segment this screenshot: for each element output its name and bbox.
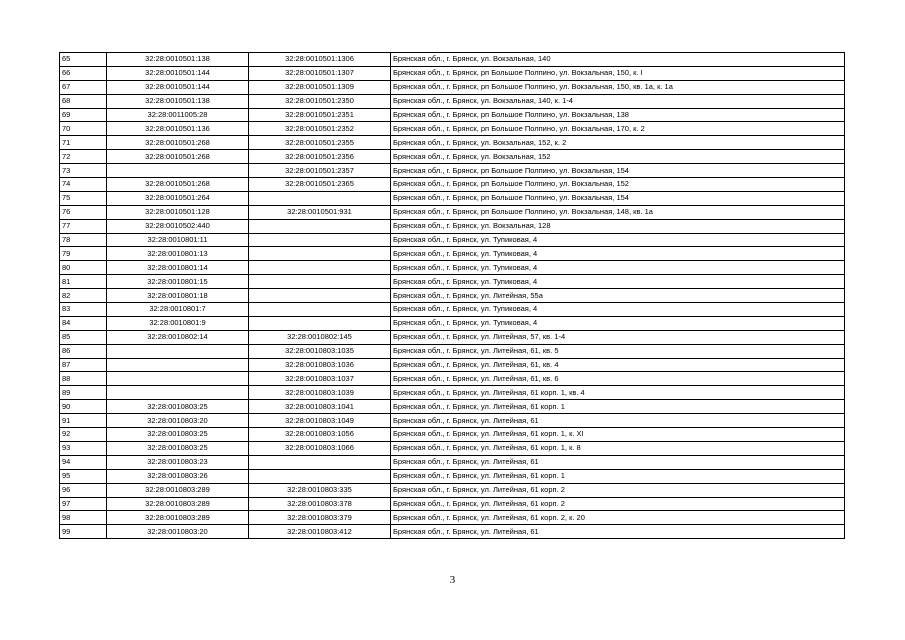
land-cadastral-number-cell: 32:28:0010803:20 (107, 525, 249, 539)
land-cadastral-number-cell: 32:28:0011005:28 (107, 108, 249, 122)
land-cadastral-number-cell: 32:28:0010803:23 (107, 455, 249, 469)
land-cadastral-number-cell: 32:28:0010801:9 (107, 316, 249, 330)
table-row (60, 205, 845, 219)
land-cadastral-number-cell: 32:28:0010801:13 (107, 247, 249, 261)
address-cell: Брянская обл., г. Брянск, ул. Литейная, 61, кв. 5 (391, 344, 845, 358)
row-number-cell: 83 (60, 303, 107, 317)
land-cadastral-number-cell: 32:28:0010803:20 (107, 414, 249, 428)
land-cadastral-number-cell: 32:28:0010803:289 (107, 511, 249, 525)
land-cadastral-number-cell: 32:28:0010501:268 (107, 150, 249, 164)
land-cadastral-number-cell: 32:28:0010801:14 (107, 261, 249, 275)
row-number-cell: 85 (60, 330, 107, 344)
address-cell: Брянская обл., г. Брянск, ул. Литейная, 61 корп. 2 (391, 483, 845, 497)
object-cadastral-number-cell (249, 191, 391, 205)
row-number-cell: 92 (60, 428, 107, 442)
table-row (60, 150, 845, 164)
registry-table-body (60, 53, 845, 539)
row-number-cell: 98 (60, 511, 107, 525)
object-cadastral-number-cell (249, 455, 391, 469)
address-cell: Брянская обл., г. Брянск, ул. Литейная, 61 корп. 1, к. 8 (391, 441, 845, 455)
land-cadastral-number-cell: 32:28:0010803:25 (107, 441, 249, 455)
table-row (60, 303, 845, 317)
land-cadastral-number-cell: 32:28:0010803:26 (107, 469, 249, 483)
table-row (60, 330, 845, 344)
object-cadastral-number-cell: 32:28:0010501:931 (249, 205, 391, 219)
address-cell: Брянская обл., г. Брянск, ул. Вокзальная, 140, к. 1-4 (391, 94, 845, 108)
table-row (60, 108, 845, 122)
land-cadastral-number-cell (107, 344, 249, 358)
address-cell: Брянская обл., г. Брянск, рп Большое Полпино, ул. Вокзальная, 170, к. 2 (391, 122, 845, 136)
land-cadastral-number-cell: 32:28:0010501:268 (107, 178, 249, 192)
land-cadastral-number-cell: 32:28:0010501:268 (107, 136, 249, 150)
table-row (60, 178, 845, 192)
object-cadastral-number-cell (249, 316, 391, 330)
land-cadastral-number-cell: 32:28:0010801:11 (107, 233, 249, 247)
table-row (60, 497, 845, 511)
object-cadastral-number-cell: 32:28:0010501:2350 (249, 94, 391, 108)
land-cadastral-number-cell: 32:28:0010803:25 (107, 428, 249, 442)
table-row (60, 400, 845, 414)
table-row (60, 483, 845, 497)
object-cadastral-number-cell: 32:28:0010803:1041 (249, 400, 391, 414)
table-row (60, 414, 845, 428)
object-cadastral-number-cell: 32:28:0010803:412 (249, 525, 391, 539)
address-cell: Брянская обл., г. Брянск, ул. Вокзальная, 152 (391, 150, 845, 164)
land-cadastral-number-cell: 32:28:0010803:289 (107, 497, 249, 511)
object-cadastral-number-cell (249, 247, 391, 261)
row-number-cell: 72 (60, 150, 107, 164)
table-row (60, 441, 845, 455)
table-row (60, 386, 845, 400)
object-cadastral-number-cell: 32:28:0010501:2365 (249, 178, 391, 192)
object-cadastral-number-cell: 32:28:0010803:1039 (249, 386, 391, 400)
land-cadastral-number-cell: 32:28:0010803:25 (107, 400, 249, 414)
row-number-cell: 99 (60, 525, 107, 539)
table-row (60, 122, 845, 136)
object-cadastral-number-cell (249, 219, 391, 233)
row-number-cell: 90 (60, 400, 107, 414)
table-row (60, 66, 845, 80)
land-cadastral-number-cell: 32:28:0010501:136 (107, 122, 249, 136)
row-number-cell: 96 (60, 483, 107, 497)
table-row (60, 191, 845, 205)
address-cell: Брянская обл., г. Брянск, ул. Тупиковая, 4 (391, 233, 845, 247)
object-cadastral-number-cell (249, 275, 391, 289)
address-cell: Брянская обл., г. Брянск, рп Большое Полпино, ул. Вокзальная, 152 (391, 178, 845, 192)
address-cell: Брянская обл., г. Брянск, ул. Литейная, 61 корп. 1 (391, 400, 845, 414)
land-cadastral-number-cell (107, 164, 249, 178)
table-row (60, 233, 845, 247)
row-number-cell: 97 (60, 497, 107, 511)
table-row (60, 275, 845, 289)
address-cell: Брянская обл., г. Брянск, ул. Вокзальная, 128 (391, 219, 845, 233)
row-number-cell: 69 (60, 108, 107, 122)
table-row (60, 219, 845, 233)
object-cadastral-number-cell: 32:28:0010501:1307 (249, 66, 391, 80)
row-number-cell: 78 (60, 233, 107, 247)
table-row (60, 261, 845, 275)
land-cadastral-number-cell: 32:28:0010802:14 (107, 330, 249, 344)
table-row (60, 289, 845, 303)
address-cell: Брянская обл., г. Брянск, ул. Вокзальная, 152, к. 2 (391, 136, 845, 150)
object-cadastral-number-cell (249, 289, 391, 303)
address-cell: Брянская обл., г. Брянск, ул. Тупиковая, 4 (391, 316, 845, 330)
address-cell: Брянская обл., г. Брянск, рп Большое Полпино, ул. Вокзальная, 138 (391, 108, 845, 122)
object-cadastral-number-cell: 32:28:0010501:2357 (249, 164, 391, 178)
table-row (60, 455, 845, 469)
table-row (60, 316, 845, 330)
object-cadastral-number-cell: 32:28:0010501:1309 (249, 80, 391, 94)
address-cell: Брянская обл., г. Брянск, рп Большое Полпино, ул. Вокзальная, 154 (391, 164, 845, 178)
row-number-cell: 84 (60, 316, 107, 330)
address-cell: Брянская обл., г. Брянск, ул. Литейная, 61 (391, 455, 845, 469)
page-number: 3 (449, 574, 456, 586)
table-row (60, 136, 845, 150)
object-cadastral-number-cell: 32:28:0010802:145 (249, 330, 391, 344)
land-cadastral-number-cell: 32:28:0010801:18 (107, 289, 249, 303)
land-cadastral-number-cell (107, 372, 249, 386)
object-cadastral-number-cell: 32:28:0010803:335 (249, 483, 391, 497)
table-row (60, 344, 845, 358)
address-cell: Брянская обл., г. Брянск, ул. Литейная, 61, кв. 6 (391, 372, 845, 386)
row-number-cell: 94 (60, 455, 107, 469)
address-cell: Брянская обл., г. Брянск, ул. Литейная, 61, кв. 4 (391, 358, 845, 372)
object-cadastral-number-cell: 32:28:0010501:2355 (249, 136, 391, 150)
row-number-cell: 91 (60, 414, 107, 428)
land-cadastral-number-cell (107, 358, 249, 372)
address-cell: Брянская обл., г. Брянск, ул. Литейная, 61 корп. 1, к. XI (391, 428, 845, 442)
address-cell: Брянская обл., г. Брянск, ул. Литейная, 55а (391, 289, 845, 303)
land-cadastral-number-cell: 32:28:0010501:264 (107, 191, 249, 205)
land-cadastral-number-cell (107, 386, 249, 400)
row-number-cell: 65 (60, 53, 107, 67)
object-cadastral-number-cell: 32:28:0010501:2351 (249, 108, 391, 122)
row-number-cell: 79 (60, 247, 107, 261)
address-cell: Брянская обл., г. Брянск, ул. Литейная, 61 (391, 414, 845, 428)
table-row (60, 469, 845, 483)
land-cadastral-number-cell: 32:28:0010501:144 (107, 80, 249, 94)
land-cadastral-number-cell: 32:28:0010801:7 (107, 303, 249, 317)
object-cadastral-number-cell: 32:28:0010501:2356 (249, 150, 391, 164)
table-row (60, 525, 845, 539)
object-cadastral-number-cell (249, 303, 391, 317)
table-row (60, 164, 845, 178)
row-number-cell: 75 (60, 191, 107, 205)
row-number-cell: 95 (60, 469, 107, 483)
object-cadastral-number-cell: 32:28:0010803:378 (249, 497, 391, 511)
row-number-cell: 76 (60, 205, 107, 219)
row-number-cell: 66 (60, 66, 107, 80)
object-cadastral-number-cell: 32:28:0010803:1035 (249, 344, 391, 358)
address-cell: Брянская обл., г. Брянск, ул. Литейная, 61 корп. 2 (391, 497, 845, 511)
table-row (60, 358, 845, 372)
row-number-cell: 89 (60, 386, 107, 400)
address-cell: Брянская обл., г. Брянск, ул. Литейная, 61 (391, 525, 845, 539)
object-cadastral-number-cell (249, 233, 391, 247)
address-cell: Брянская обл., г. Брянск, ул. Вокзальная, 140 (391, 53, 845, 67)
row-number-cell: 93 (60, 441, 107, 455)
row-number-cell: 82 (60, 289, 107, 303)
address-cell: Брянская обл., г. Брянск, рп Большое Полпино, ул. Вокзальная, 150, кв. 1а, к. 1а (391, 80, 845, 94)
object-cadastral-number-cell: 32:28:0010803:1049 (249, 414, 391, 428)
object-cadastral-number-cell: 32:28:0010803:1056 (249, 428, 391, 442)
object-cadastral-number-cell: 32:28:0010501:2352 (249, 122, 391, 136)
land-cadastral-number-cell: 32:28:0010801:15 (107, 275, 249, 289)
object-cadastral-number-cell: 32:28:0010803:1036 (249, 358, 391, 372)
table-row (60, 80, 845, 94)
land-cadastral-number-cell: 32:28:0010501:138 (107, 53, 249, 67)
row-number-cell: 81 (60, 275, 107, 289)
address-cell: Брянская обл., г. Брянск, рп Большое Полпино, ул. Вокзальная, 150, к. I (391, 66, 845, 80)
row-number-cell: 71 (60, 136, 107, 150)
row-number-cell: 88 (60, 372, 107, 386)
table-row (60, 247, 845, 261)
land-cadastral-number-cell: 32:28:0010501:138 (107, 94, 249, 108)
address-cell: Брянская обл., г. Брянск, ул. Тупиковая, 4 (391, 275, 845, 289)
row-number-cell: 80 (60, 261, 107, 275)
address-cell: Брянская обл., г. Брянск, ул. Литейная, 61 корп. 1, кв. 4 (391, 386, 845, 400)
address-cell: Брянская обл., г. Брянск, ул. Тупиковая, 4 (391, 303, 845, 317)
address-cell: Брянская обл., г. Брянск, ул. Тупиковая, 4 (391, 247, 845, 261)
land-cadastral-number-cell: 32:28:0010803:289 (107, 483, 249, 497)
land-cadastral-number-cell: 32:28:0010502:440 (107, 219, 249, 233)
land-cadastral-number-cell: 32:28:0010501:128 (107, 205, 249, 219)
land-cadastral-number-cell: 32:28:0010501:144 (107, 66, 249, 80)
table-row (60, 428, 845, 442)
row-number-cell: 74 (60, 178, 107, 192)
table-row (60, 372, 845, 386)
row-number-cell: 73 (60, 164, 107, 178)
row-number-cell: 68 (60, 94, 107, 108)
row-number-cell: 87 (60, 358, 107, 372)
row-number-cell: 70 (60, 122, 107, 136)
object-cadastral-number-cell: 32:28:0010803:379 (249, 511, 391, 525)
address-cell: Брянская обл., г. Брянск, ул. Тупиковая, 4 (391, 261, 845, 275)
address-cell: Брянская обл., г. Брянск, рп Большое Полпино, ул. Вокзальная, 148, кв. 1а (391, 205, 845, 219)
address-cell: Брянская обл., г. Брянск, ул. Литейная, 61 корп. 1 (391, 469, 845, 483)
address-cell: Брянская обл., г. Брянск, ул. Литейная, 61 корп. 2, к. 20 (391, 511, 845, 525)
object-cadastral-number-cell (249, 469, 391, 483)
row-number-cell: 77 (60, 219, 107, 233)
object-cadastral-number-cell: 32:28:0010501:1306 (249, 53, 391, 67)
object-cadastral-number-cell: 32:28:0010803:1037 (249, 372, 391, 386)
row-number-cell: 67 (60, 80, 107, 94)
row-number-cell: 86 (60, 344, 107, 358)
address-cell: Брянская обл., г. Брянск, рп Большое Полпино, ул. Вокзальная, 154 (391, 191, 845, 205)
table-row (60, 94, 845, 108)
table-row (60, 511, 845, 525)
address-cell: Брянская обл., г. Брянск, ул. Литейная, 57, кв. 1-4 (391, 330, 845, 344)
registry-table (59, 52, 845, 539)
object-cadastral-number-cell: 32:28:0010803:1066 (249, 441, 391, 455)
table-row (60, 53, 845, 67)
object-cadastral-number-cell (249, 261, 391, 275)
